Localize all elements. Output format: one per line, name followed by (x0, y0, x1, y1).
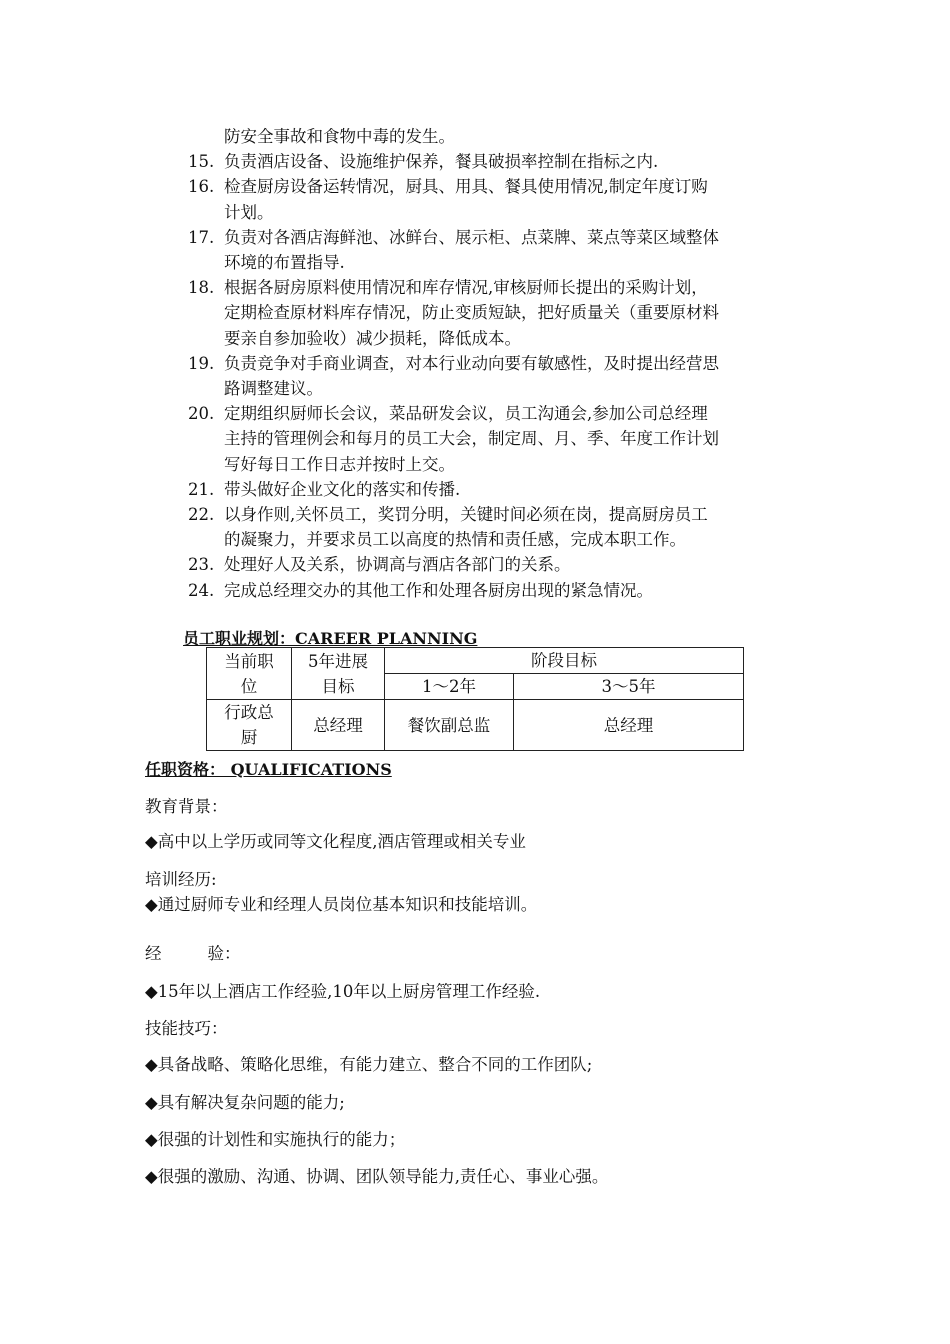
list-number: 21. (188, 479, 215, 499)
cell-1-2-years: 餐饮副总监 (385, 700, 514, 751)
list-number: 18. (188, 278, 215, 298)
list-number: 16. (188, 177, 215, 197)
header-stage-goal: 阶段目标 (385, 648, 744, 674)
table-row (207, 648, 744, 674)
list-item (188, 149, 818, 174)
skill-item: ◆很强的计划性和实施执行的能力； (145, 1130, 406, 1149)
experience-label-part-a: 经 (145, 944, 162, 963)
list-text: 负责竞争对手商业调查，对本行业动向要有敏感性，及时提出经营思 路调整建议。 (224, 353, 719, 399)
header-1-2-years: 1～2年 (385, 674, 514, 700)
list-text: 根据各厨房原料使用情况和库存情况,审核厨师长提出的采购计划， 定期检查原材料库存情况，防止变质短缺，把好质量关（重要原材料 要亲自参加验收）减少损耗，降低成本。 (224, 278, 719, 348)
list-item (188, 401, 818, 477)
list-item (188, 124, 818, 149)
career-planning-table (206, 647, 744, 751)
header-current-position: 当前职 位 (207, 648, 292, 700)
list-number: 23. (188, 555, 215, 575)
list-text: 定期组织厨师长会议，菜品研发会议，员工沟通会,参加公司总经理 主持的管理例会和每月的员工大会，制定周、月、季、年度工作计划 写好每日工作日志并按时上交。 (224, 404, 719, 474)
list-item (188, 477, 818, 502)
skill-item: ◆很强的激励、沟通、协调、团队领导能力,责任心、事业心强。 (145, 1167, 609, 1186)
list-text: 负责酒店设备、设施维护保养，餐具破损率控制在指标之内. (224, 152, 659, 172)
list-item (188, 578, 818, 603)
list-number: 17. (188, 227, 215, 247)
list-number: 19. (188, 353, 215, 373)
training-item: ◆通过厨师专业和经理人员岗位基本知识和技能培训。 (145, 895, 538, 914)
list-item (188, 275, 818, 351)
list-text: 带头做好企业文化的落实和传播. (224, 479, 461, 499)
list-number: 15. (188, 152, 215, 172)
list-number (188, 124, 224, 149)
header-3-5-years: 3～5年 (514, 674, 744, 700)
skills-label: 技能技巧： (145, 1019, 228, 1038)
list-text: 负责对各酒店海鲜池、冰鲜台、展示柜、点菜牌、菜点等菜区域整体 环境的布置指导. (224, 227, 719, 273)
education-label: 教育背景： (145, 797, 228, 816)
education-item: ◆高中以上学历或同等文化程度,酒店管理或相关专业 (145, 832, 526, 851)
career-planning-heading: 员工职业规划：CAREER PLANNING (183, 629, 478, 648)
list-item (188, 552, 818, 577)
list-number: 20. (188, 404, 215, 424)
training-label: 培训经历: (145, 870, 217, 889)
list-item (188, 225, 818, 275)
list-number: 22. (188, 505, 215, 525)
skill-item: ◆具有解决复杂问题的能力; (145, 1093, 345, 1112)
qualifications-heading: 任职资格： QUALIFICATIONS (145, 760, 392, 779)
cell-3-5-years: 总经理 (514, 700, 744, 751)
list-item (188, 351, 818, 401)
responsibility-list (188, 124, 818, 603)
list-item (188, 174, 818, 224)
cell-current-position: 行政总 厨 (207, 700, 292, 751)
skill-item: ◆具备战略、策略化思维，有能力建立、整合不同的工作团队; (145, 1055, 593, 1074)
experience-item: ◆15年以上酒店工作经验,10年以上厨房管理工作经验. (145, 982, 541, 1001)
list-text: 防安全事故和食物中毒的发生。 (224, 127, 455, 146)
list-item (188, 502, 818, 552)
list-text: 检查厨房设备运转情况，厨具、用具、餐具使用情况,制定年度订购 计划。 (224, 177, 708, 222)
cell-five-year-goal: 总经理 (292, 700, 385, 751)
table-row (207, 700, 744, 751)
header-five-year-goal: 5年进展 目标 (292, 648, 385, 700)
experience-label-part-b: 验： (207, 944, 241, 963)
list-text: 完成总经理交办的其他工作和处理各厨房出现的紧急情况。 (224, 580, 653, 600)
experience-label (145, 941, 241, 966)
list-number: 24. (188, 580, 215, 600)
list-text: 以身作则,关怀员工，奖罚分明，关键时间必须在岗，提高厨房员工 的凝聚力，并要求员工以高度的热情和责任感，完成本职工作。 (224, 505, 708, 550)
list-text: 处理好人及关系，协调高与酒店各部门的关系。 (224, 555, 571, 575)
